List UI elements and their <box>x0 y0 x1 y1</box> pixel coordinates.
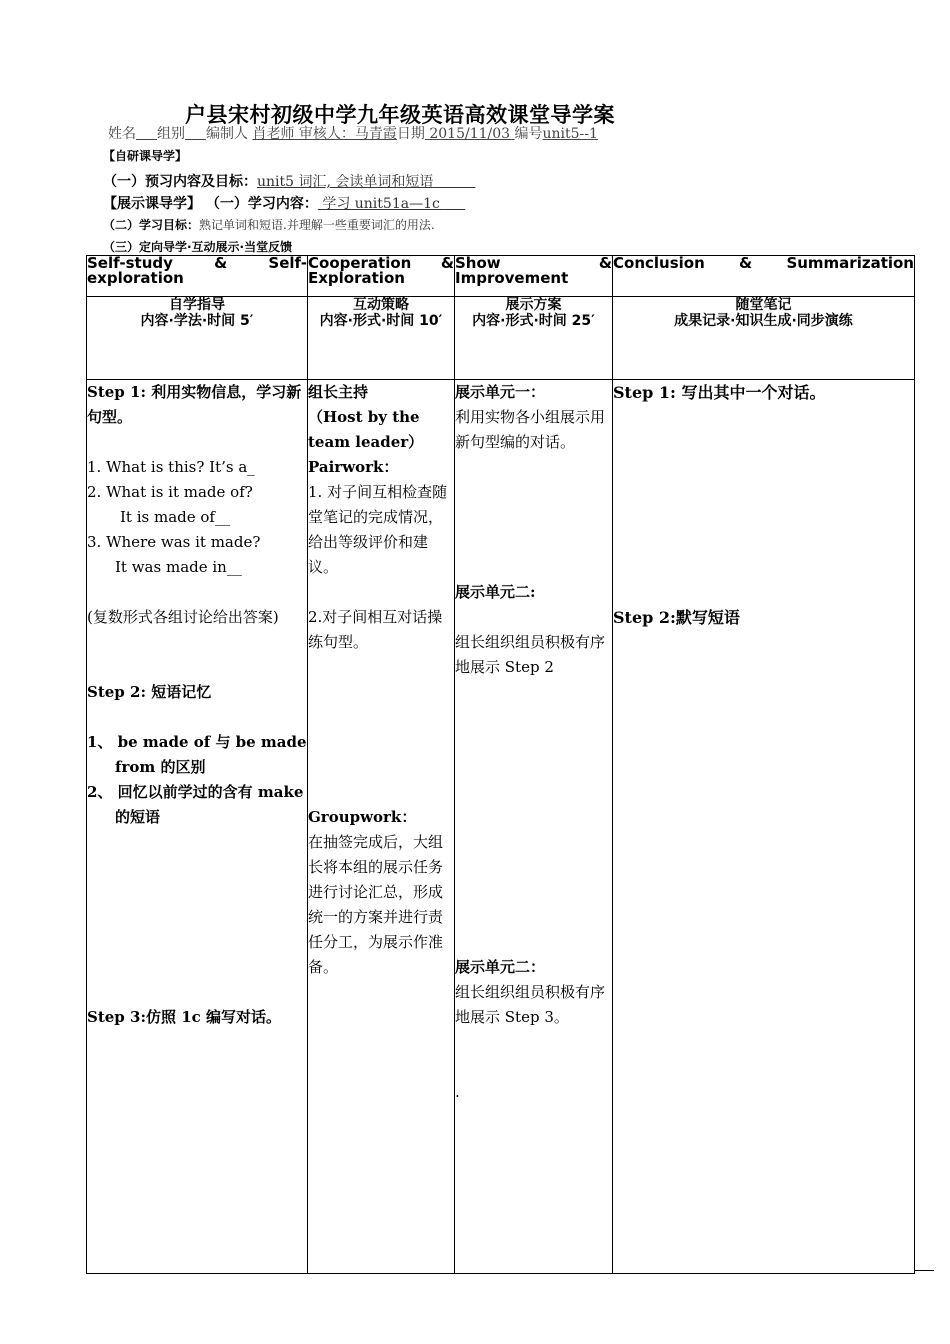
phrase-item-1: 1、 be made of 与 be made from 的区别 <box>87 733 307 776</box>
col-conclusion <box>613 380 915 1274</box>
subheader-self-study: 自学指导 内容·学法·时间 5′ <box>87 297 308 380</box>
header-show: Show & Improvement <box>455 256 613 297</box>
show-unit-2-title: 展示单元二: <box>455 583 536 601</box>
plural-note: (复数形式各组讨论给出答案) <box>87 608 279 626</box>
table-header-row <box>87 256 915 297</box>
header-conclusion: Conclusion & Summarization <box>613 256 915 297</box>
learning-goal-value: 熟记单词和短语.并理解一些重要词汇的用法. <box>199 218 435 232</box>
name-blank[interactable] <box>136 126 157 142</box>
show-unit-3-text: 组长组织组员积极有序地展示 Step 3。 <box>455 983 606 1026</box>
page-title: 户县宋村初级中学九年级英语高效课堂导学案 <box>185 102 615 127</box>
table-subheader-row <box>87 297 915 380</box>
number-label: 编号 <box>514 126 543 142</box>
host-english: （Host by the team leader） <box>308 408 424 451</box>
note-step1: Step 1: 写出其中一个对话。 <box>613 383 826 402</box>
host-label: 组长主持 <box>308 383 369 401</box>
author-value: 肖老师 审核人：马青霞 <box>252 126 397 142</box>
step2-title: Step 2: 短语记忆 <box>87 683 212 701</box>
table-edge-line <box>914 1270 934 1271</box>
number-value: unit5--1 <box>542 126 598 142</box>
subheader-show: 展示方案 内容·形式·时间 25′ <box>455 297 613 380</box>
question-2: 2. What is it made of? <box>87 483 253 501</box>
phrase-item-2: 2、 回忆以前学过的含有 make 的短语 <box>87 783 304 826</box>
group-blank[interactable] <box>185 126 206 142</box>
lesson-table <box>86 255 915 1274</box>
groupwork-text: 在抽签完成后，大组长将本组的展示任务进行讨论汇总，形成统一的方案并进行责任分工，为展示作准备。 <box>308 833 444 976</box>
section-preview-goal: （一）预习内容及目标：unit5 词汇, 会读单词和短语 <box>103 171 475 191</box>
pairwork-item-1: 1. 对子间互相检查随堂笔记的完成情况，给出等级评价和建议。 <box>308 483 448 576</box>
col-cooperation <box>308 380 455 1274</box>
subheader-cooperation: 互动策略 内容·形式·时间 10′ <box>308 297 455 380</box>
groupwork-label: Groupwork： <box>308 808 417 826</box>
date-label: 日期 <box>396 126 425 142</box>
stray-dot: . <box>455 1083 460 1101</box>
note-step2: Step 2:默写短语 <box>613 608 740 627</box>
pairwork-item-2: 2.对子间相互对话操练句型。 <box>308 608 443 651</box>
show-unit-3-title: 展示单元二： <box>455 958 546 976</box>
answer-3: It was made in__ <box>115 558 242 576</box>
subheader-conclusion: 随堂笔记 成果记录·知识生成·同步演练 <box>613 297 915 380</box>
author-label: 编制人 <box>206 126 248 142</box>
show-unit-1-title: 展示单元一： <box>455 383 546 401</box>
header-self-study: Self-study & Self-exploration <box>87 256 308 297</box>
group-label: 组别 <box>157 126 185 142</box>
date-value: 2015/11/03 <box>424 126 515 142</box>
step3-title: Step 3:仿照 1c 编写对话。 <box>87 1008 282 1026</box>
pairwork-label: Pairwork： <box>308 458 399 476</box>
question-1: 1. What is this? It’s a_ <box>87 458 255 476</box>
learning-content-value: 学习 unit51a—1c <box>317 196 445 212</box>
header-cooperation: Cooperation & Exploration <box>308 256 455 297</box>
question-3: 3. Where was it made? <box>87 533 261 551</box>
show-unit-2-text: 组长组织组员积极有序地展示 Step 2 <box>455 633 606 676</box>
section-learning-content: 【展示课导学】 （一）学习内容： 学习 unit51a—1c <box>103 193 465 213</box>
name-label: 姓名 <box>108 126 136 142</box>
section-learning-goal: （二）学习目标：熟记单词和短语.并理解一些重要词汇的用法. <box>103 218 435 232</box>
preview-goal-value: unit5 词汇, 会读单词和短语 <box>257 174 434 190</box>
step1-title: Step 1: 利用实物信息，学习新句型。 <box>87 383 302 426</box>
table-body-row <box>87 380 915 1274</box>
section-guidance: （三）定向导学·互动展示·当堂反馈 <box>103 240 293 254</box>
answer-2: It is made of__ <box>120 508 230 526</box>
section-self-study: 【自研课导学】 <box>103 149 188 163</box>
col-show <box>455 380 613 1274</box>
show-unit-1-text: 利用实物各小组展示用新句型编的对话。 <box>455 408 606 451</box>
col-self-study <box>87 380 308 1274</box>
document-meta-line <box>108 123 598 143</box>
